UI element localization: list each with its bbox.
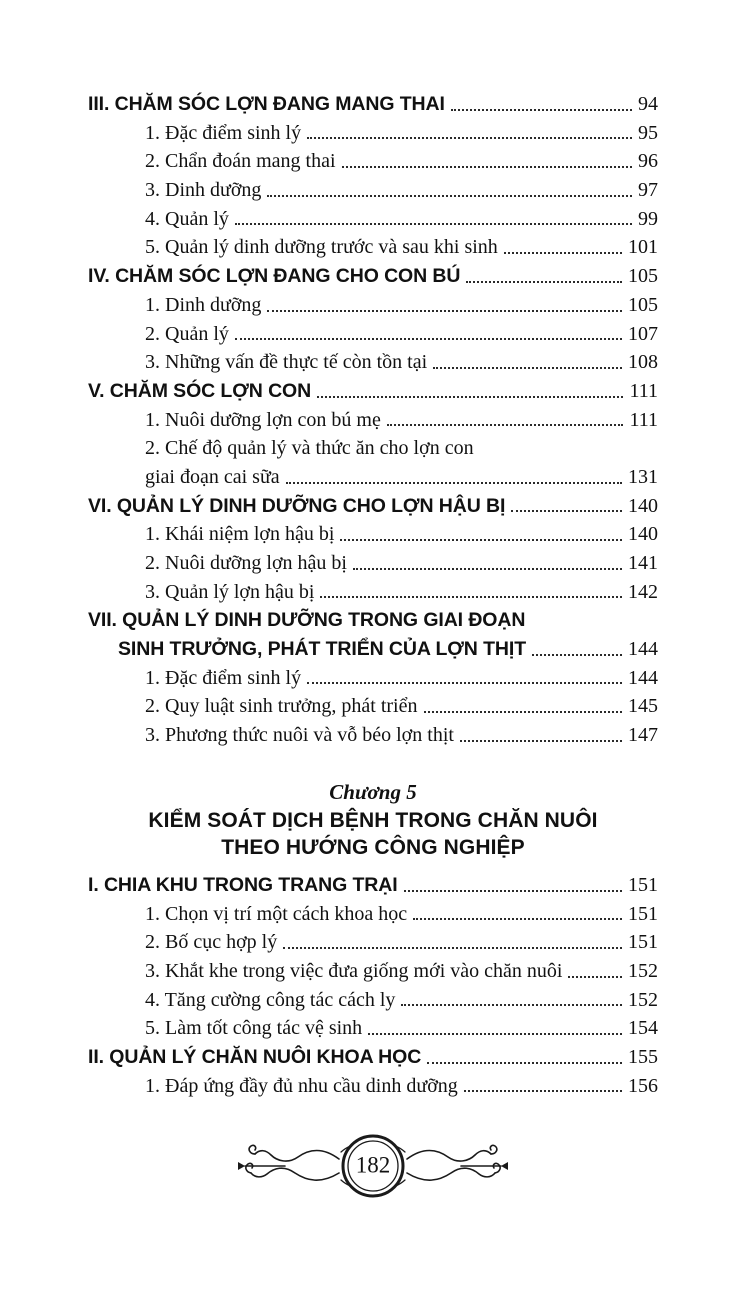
toc-section-entry (88, 1043, 658, 1072)
toc-page-number: 140 (628, 494, 658, 517)
toc-page-number: 101 (628, 236, 658, 259)
dot-leader (532, 654, 622, 656)
toc-page-number: 108 (628, 351, 658, 374)
chapter-number: Chương 5 (329, 779, 417, 804)
chapter-heading (88, 778, 658, 861)
toc-page-number: 131 (628, 465, 658, 488)
toc-item-entry (88, 721, 658, 750)
toc-entry-label: 1. Nuôi dưỡng lợn con bú mẹ (145, 408, 381, 431)
toc-page-number: 111 (629, 379, 658, 402)
toc-page-number: 111 (629, 408, 658, 431)
toc-entry-label: 1. Khái niệm lợn hậu bị (145, 523, 335, 546)
toc-item-entry (88, 1014, 658, 1043)
toc-page-number: 152 (628, 959, 658, 982)
toc-item-entry (88, 520, 658, 549)
dot-leader (368, 1033, 622, 1035)
toc-page-number: 95 (638, 121, 658, 144)
toc-item-entry (88, 664, 658, 693)
toc-item-entry (88, 406, 658, 435)
toc-entry-label: 5. Làm tốt công tác vệ sinh (145, 1017, 363, 1040)
toc-page-number: 145 (628, 695, 658, 718)
toc-entry-label: 3. Quản lý lợn hậu bị (145, 580, 315, 603)
toc-page-number: 152 (628, 988, 658, 1011)
toc-page-number: 154 (628, 1017, 658, 1040)
toc-page-number: 99 (638, 207, 658, 230)
toc-item-entry (88, 928, 658, 957)
dot-leader (568, 976, 622, 978)
toc-entry-label: 3. Những vấn đề thực tế còn tồn tại (145, 351, 428, 374)
toc-entry-label: 2. Bố cục hợp lý (145, 931, 278, 954)
toc-item-entry (88, 549, 658, 578)
dot-leader (451, 109, 632, 111)
toc-item-entry (88, 692, 658, 721)
toc-item-entry (88, 434, 658, 463)
toc-entry-label: 1. Đặc điểm sinh lý (145, 121, 302, 144)
dot-leader (460, 740, 622, 742)
toc-page-number: 141 (628, 552, 658, 574)
toc-page-number: 140 (628, 523, 658, 546)
dot-leader (342, 166, 632, 168)
chapter-title-line-2: THEO HƯỚNG CÔNG NGHIỆP (221, 835, 525, 859)
dot-leader (464, 1090, 622, 1092)
toc-page-number: 156 (628, 1074, 658, 1097)
dot-leader (267, 195, 632, 197)
dot-leader (235, 223, 632, 225)
toc-item-entry (88, 320, 658, 349)
toc-entry-label: III. CHĂM SÓC LỢN ĐANG MANG THAI (88, 93, 445, 115)
toc-entry-label: 2. Chẩn đoán mang thai (145, 150, 336, 173)
toc-entry-label: 2. Quản lý (145, 322, 229, 345)
chapter-title-line-1: KIỂM SOÁT DỊCH BỆNH TRONG CHĂN NUÔI (148, 808, 598, 832)
toc-section-entry (88, 606, 658, 635)
dot-leader (320, 596, 622, 598)
toc-entry-label: I. CHIA KHU TRONG TRANG TRẠI (88, 873, 398, 896)
toc-entry-label: 5. Quản lý dinh dưỡng trước và sau khi sinh (145, 236, 498, 259)
toc-entry-label: II. QUẢN LÝ CHĂN NUÔI KHOA HỌC (88, 1045, 422, 1068)
toc-entry-label: 4. Quản lý (145, 207, 229, 230)
toc-entry-label: SINH TRƯỞNG, PHÁT TRIỂN CỦA LỢN THỊT (118, 638, 527, 661)
toc-item-entry (88, 119, 658, 148)
toc-section-entry (88, 377, 658, 406)
toc-entry-label: 2. Quy luật sinh trưởng, phát triển (145, 695, 418, 718)
dot-leader (424, 711, 623, 713)
dot-leader (286, 482, 622, 484)
toc-block-chapter5 (88, 871, 658, 1101)
toc-item-entry (88, 348, 658, 377)
dot-leader (353, 568, 622, 570)
toc-item-entry (88, 578, 658, 607)
toc-item-entry (88, 176, 658, 205)
page-footer (223, 1126, 523, 1210)
toc-section-entry (88, 635, 658, 664)
toc-item-entry (88, 147, 658, 176)
toc-entry-label: 4. Tăng cường công tác cách ly (145, 988, 396, 1011)
toc-item-entry (88, 900, 658, 929)
dot-leader (404, 890, 622, 892)
dot-leader (235, 338, 622, 340)
toc-section-entry (88, 871, 658, 900)
toc-page-number: 97 (638, 179, 658, 202)
toc-page-number: 151 (628, 902, 658, 925)
toc-entry-label: 1. Đáp ứng đầy đủ nhu cầu dinh dưỡng (145, 1074, 458, 1097)
dot-leader (427, 1062, 622, 1064)
toc-entry-label: 3. Khắt khe trong việc đưa giống mới vào chăn nuôi (145, 959, 563, 982)
toc-page-number: 105 (628, 265, 658, 288)
toc-page-number: 142 (628, 580, 658, 603)
dot-leader (504, 252, 622, 254)
dot-leader (307, 137, 632, 139)
toc-item-entry (88, 1072, 658, 1101)
dot-leader (401, 1004, 622, 1006)
toc-entry-label: 1. Chọn vị trí một cách khoa học (145, 902, 408, 925)
dot-leader (340, 539, 622, 541)
dot-leader (511, 510, 622, 512)
toc-section-entry (88, 90, 658, 119)
toc-item-entry (88, 957, 658, 986)
toc-entry-label: 3. Dinh dưỡng (145, 179, 262, 202)
toc-page-number: 94 (638, 93, 658, 115)
dot-leader (283, 947, 622, 949)
toc-entry-label: 2. Chế độ quản lý và thức ăn cho lợn con (145, 437, 474, 460)
dot-leader (267, 310, 622, 312)
toc-entry-label: 2. Nuôi dưỡng lợn hậu bị (145, 552, 347, 574)
dot-leader (413, 918, 622, 920)
toc-entry-label: giai đoạn cai sữa (145, 465, 280, 488)
toc-page-number: 107 (628, 322, 658, 345)
toc-page-number: 151 (628, 931, 658, 954)
dot-leader (466, 281, 622, 283)
toc-page-number: 96 (638, 150, 658, 173)
toc-entry-label: 1. Đặc điểm sinh lý (145, 666, 302, 689)
toc-entry-label: 1. Dinh dưỡng (145, 293, 262, 316)
toc-page-number: 144 (628, 638, 658, 661)
toc-entry-label: VII. QUẢN LÝ DINH DƯỠNG TRONG GIAI ĐOẠN (88, 609, 526, 632)
dot-leader (307, 682, 622, 684)
toc-item-entry (88, 233, 658, 262)
toc-item-entry (88, 463, 658, 492)
toc-item-entry (88, 205, 658, 234)
toc-block-chapter4 (88, 90, 658, 750)
toc-page-number: 105 (628, 293, 658, 316)
toc-page-number: 155 (628, 1045, 658, 1068)
dot-leader (433, 367, 622, 369)
toc-page-number: 147 (628, 724, 658, 747)
dot-leader (387, 424, 624, 426)
toc-entry-label: 3. Phương thức nuôi và vỗ béo lợn thịt (145, 724, 454, 747)
dot-leader (317, 396, 623, 398)
toc-page-number: 151 (628, 873, 658, 896)
toc-section-entry (88, 492, 658, 521)
toc-entry-label: VI. QUẢN LÝ DINH DƯỠNG CHO LỢN HẬU BỊ (88, 494, 506, 517)
toc-entry-label: IV. CHĂM SÓC LỢN ĐANG CHO CON BÚ (88, 265, 461, 288)
toc-item-entry (88, 986, 658, 1015)
toc-item-entry (88, 291, 658, 320)
toc-entry-label: V. CHĂM SÓC LỢN CON (88, 379, 312, 402)
page-number: 182 (355, 1152, 391, 1178)
toc-page-number: 144 (628, 666, 658, 689)
toc-section-entry (88, 262, 658, 291)
